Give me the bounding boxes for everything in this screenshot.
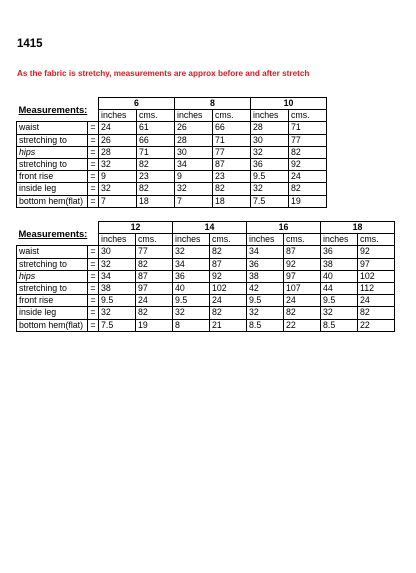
equals-sign: = [88,307,99,319]
value-inches: 36 [247,258,284,270]
size-header: 16 [247,222,321,234]
value-cms: 71 [137,146,175,158]
size-header: 10 [251,98,327,110]
unit-cms: cms. [284,234,321,246]
row-label: hips [17,270,88,282]
value-cms: 97 [358,258,395,270]
table-row [17,134,327,146]
value-cms: 92 [358,246,395,258]
size-header-row [17,222,395,234]
value-cms: 23 [137,171,175,183]
value-cms: 22 [284,319,321,331]
measurements-label: Measurements: [18,227,88,239]
value-inches: 7 [99,195,137,207]
value-cms: 24 [136,295,173,307]
size-header: 14 [173,222,247,234]
table-row [17,295,395,307]
value-cms: 77 [213,146,251,158]
value-inches: 34 [99,270,136,282]
value-cms: 102 [210,282,247,294]
unit-cms: cms. [289,110,327,122]
value-inches: 9 [175,171,213,183]
value-inches: 38 [321,258,358,270]
measurements-label: Measurements: [18,103,88,115]
size-header-row [17,98,327,110]
unit-cms: cms. [213,110,251,122]
size-header: 8 [175,98,251,110]
value-inches: 44 [321,282,358,294]
value-inches: 32 [173,246,210,258]
unit-cms: cms. [358,234,395,246]
unit-cms: cms. [210,234,247,246]
row-label: inside leg [17,307,88,319]
value-cms: 71 [289,122,327,134]
row-label: stretching to [17,158,88,170]
value-cms: 92 [210,270,247,282]
value-cms: 82 [289,146,327,158]
unit-cms: cms. [137,110,175,122]
table-row [17,195,327,207]
value-inches: 28 [251,122,289,134]
value-cms: 87 [210,258,247,270]
row-label: stretching to [17,134,88,146]
value-inches: 32 [175,183,213,195]
value-inches: 32 [247,307,284,319]
value-cms: 22 [358,319,395,331]
value-cms: 97 [136,282,173,294]
value-cms: 66 [213,122,251,134]
size-header: 12 [99,222,173,234]
equals-sign: = [88,134,99,146]
value-inches: 8 [173,319,210,331]
value-inches: 32 [99,307,136,319]
value-inches: 34 [173,258,210,270]
value-cms: 23 [213,171,251,183]
unit-inches: inches [321,234,358,246]
unit-inches: inches [99,234,136,246]
equals-sign: = [88,146,99,158]
value-inches: 9.5 [321,295,358,307]
stretch-note: As the fabric is stretchy, measurements are approx before and after stretch [17,69,310,78]
value-inches: 32 [321,307,358,319]
size-table-6-10 [16,97,327,208]
value-cms: 92 [289,158,327,170]
value-cms: 102 [358,270,395,282]
value-inches: 32 [99,158,137,170]
unit-inches: inches [251,110,289,122]
value-inches: 32 [99,258,136,270]
row-label: stretching to [17,282,88,294]
unit-cms: cms. [136,234,173,246]
value-inches: 26 [175,122,213,134]
value-inches: 30 [175,146,213,158]
size-table-12-18 [16,221,395,332]
value-inches: 9.5 [247,295,284,307]
value-cms: 82 [358,307,395,319]
table-row [17,319,395,331]
value-cms: 107 [284,282,321,294]
value-inches: 7.5 [251,195,289,207]
table-row [17,270,395,282]
equals-sign: = [88,258,99,270]
value-cms: 21 [210,319,247,331]
value-cms: 82 [284,307,321,319]
value-inches: 8.5 [247,319,284,331]
size-table-12-18-body [17,222,395,332]
value-inches: 36 [251,158,289,170]
value-cms: 24 [284,295,321,307]
value-inches: 34 [175,158,213,170]
row-label: front rise [17,295,88,307]
unit-inches: inches [247,234,284,246]
value-cms: 82 [210,307,247,319]
table-row [17,171,327,183]
unit-inches: inches [173,234,210,246]
table-row [17,122,327,134]
value-cms: 82 [137,158,175,170]
value-cms: 18 [137,195,175,207]
value-inches: 32 [173,307,210,319]
equals-sign: = [88,270,99,282]
value-inches: 26 [99,134,137,146]
equals-sign: = [88,122,99,134]
value-inches: 9 [99,171,137,183]
value-inches: 30 [99,246,136,258]
value-inches: 28 [99,146,137,158]
value-cms: 82 [136,258,173,270]
value-cms: 97 [284,270,321,282]
size-table-6-10-body [17,98,327,208]
value-cms: 24 [289,171,327,183]
row-label: hips [17,146,88,158]
value-cms: 77 [136,246,173,258]
value-cms: 77 [289,134,327,146]
table-row [17,146,327,158]
value-inches: 42 [247,282,284,294]
value-cms: 66 [137,134,175,146]
size-header: 18 [321,222,395,234]
row-label: front rise [17,171,88,183]
value-inches: 7.5 [99,319,136,331]
value-inches: 9.5 [173,295,210,307]
unit-inches: inches [175,110,213,122]
value-inches: 30 [251,134,289,146]
table-row [17,158,327,170]
value-cms: 82 [210,246,247,258]
row-label: bottom hem(flat) [17,195,88,207]
value-cms: 18 [213,195,251,207]
value-cms: 112 [358,282,395,294]
value-cms: 87 [213,158,251,170]
row-label: stretching to [17,258,88,270]
value-inches: 36 [321,246,358,258]
value-cms: 19 [289,195,327,207]
value-inches: 9.5 [251,171,289,183]
value-inches: 7 [175,195,213,207]
size-header: 6 [99,98,175,110]
equals-sign: = [88,158,99,170]
table-row [17,246,395,258]
value-cms: 61 [137,122,175,134]
table-row [17,258,395,270]
value-inches: 8.5 [321,319,358,331]
value-inches: 32 [251,183,289,195]
value-inches: 40 [173,282,210,294]
value-inches: 28 [175,134,213,146]
value-inches: 36 [173,270,210,282]
row-label: waist [17,122,88,134]
equals-sign: = [88,319,99,331]
value-cms: 71 [213,134,251,146]
equals-sign: = [88,195,99,207]
value-inches: 24 [99,122,137,134]
table-row [17,307,395,319]
equals-sign: = [88,282,99,294]
value-cms: 87 [284,246,321,258]
row-label: inside leg [17,183,88,195]
value-inches: 38 [99,282,136,294]
equals-sign: = [88,295,99,307]
equals-sign: = [88,171,99,183]
product-code: 1415 [17,38,43,50]
value-cms: 24 [210,295,247,307]
value-cms: 82 [289,183,327,195]
value-inches: 40 [321,270,358,282]
equals-sign: = [88,183,99,195]
value-cms: 82 [213,183,251,195]
value-inches: 32 [99,183,137,195]
equals-sign: = [88,246,99,258]
value-inches: 38 [247,270,284,282]
value-cms: 82 [136,307,173,319]
value-inches: 9.5 [99,295,136,307]
value-cms: 19 [136,319,173,331]
row-label: waist [17,246,88,258]
value-inches: 32 [251,146,289,158]
value-cms: 82 [137,183,175,195]
table-row [17,183,327,195]
row-label: bottom hem(flat) [17,319,88,331]
value-cms: 92 [284,258,321,270]
value-cms: 87 [136,270,173,282]
value-cms: 24 [358,295,395,307]
unit-inches: inches [99,110,137,122]
value-inches: 34 [247,246,284,258]
table-row [17,282,395,294]
